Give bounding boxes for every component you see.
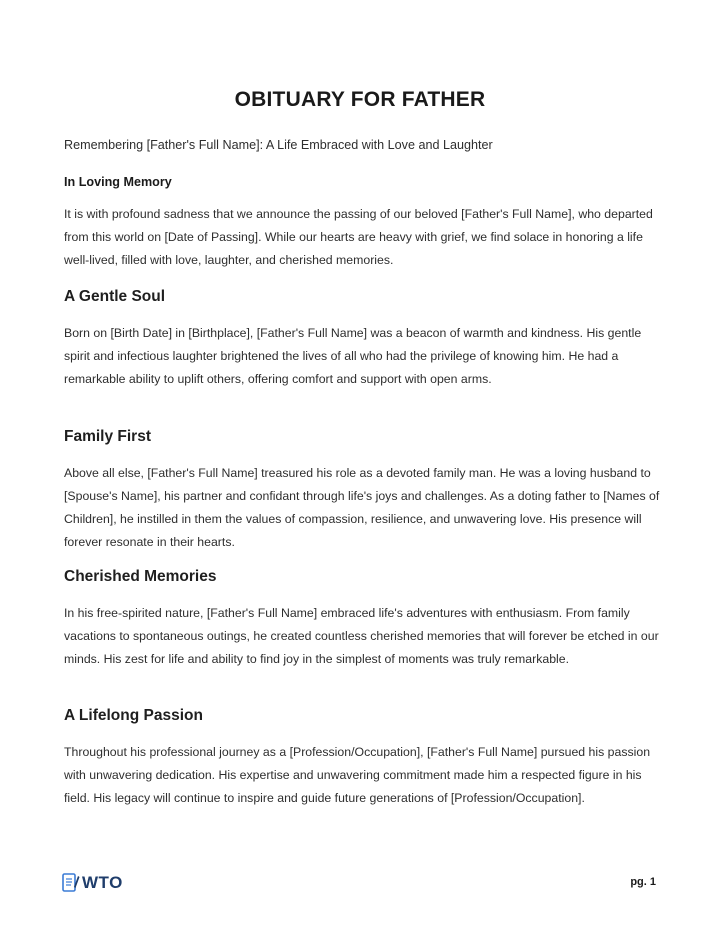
intro-paragraph: It is with profound sadness that we announce the passing of our beloved [Father's Full Name], who departed from this world on [Date of Passing]. While our hearts are heavy with grief, we find solace in honoring a life well-lived, filled with love, laughter, and cherished memories. [64, 207, 653, 267]
page-title: OBITUARY FOR FATHER [234, 88, 486, 111]
memory-heading: In Loving Memory [64, 175, 172, 189]
section-body-lifelong-passion: Throughout his professional journey as a [Profession/Occupation], [Father's Full Name] pursued his passion with unwavering dedication. His expertise and unwavering commitment made him a respected figure in his field. His legacy will continue to inspire and guide future generations of [Profession/Occupation]. [64, 745, 651, 805]
section-heading-cherished-memories: Cherished Memories [64, 568, 217, 585]
subtitle: Remembering [Father's Full Name]: A Life Embraced with Love and Laughter [64, 138, 493, 152]
document-icon [62, 872, 80, 894]
section-body-family-first: Above all else, [Father's Full Name] treasured his role as a devoted family man. He was a loving husband to [Spouse's Name], his partner and confidant through life's joys and challenges. As a doting father to [Names of Children], he instilled in them the values of compassion, resilience, and unwavering love. His presence will forever resonate in their hearts. [64, 466, 660, 549]
page-number: pg. 1 [630, 876, 656, 888]
section-heading-gentle-soul: A Gentle Soul [64, 288, 166, 305]
section-body-gentle-soul: Born on [Birth Date] in [Birthplace], [Father's Full Name] was a beacon of warmth and kindness. His gentle spirit and infectious laughter brightened the lives of all who had the privilege of knowing him. He had a remarkable ability to uplift others, offering comfort and support with open arms. [64, 326, 642, 386]
section-heading-family-first: Family First [64, 428, 151, 445]
section-heading-lifelong-passion: A Lifelong Passion [64, 707, 203, 724]
section-body-cherished-memories: In his free-spirited nature, [Father's Full Name] embraced life's adventures with enthusiasm. From family vacations to spontaneous outings, he created countless cherished memories that will forever be etched in our minds. His zest for life and ability to find joy in the simplest of moments was truly remarkable. [64, 606, 659, 666]
logo-text: WTO [82, 873, 123, 892]
brand-logo [62, 872, 123, 894]
